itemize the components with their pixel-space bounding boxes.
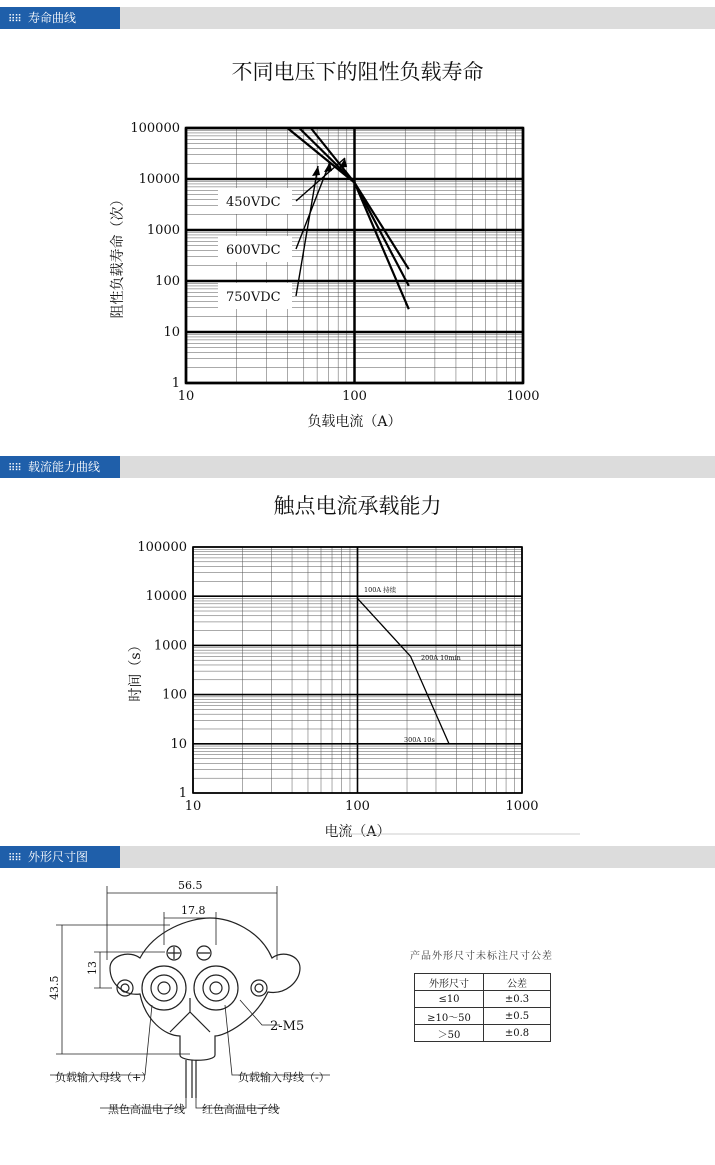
chart-title-life: 不同电压下的阻性负载寿命 [231, 60, 484, 84]
x-tick-label: 100 [342, 389, 367, 404]
tolerance-caption: 产品外形尺寸未标注尺寸公差 [410, 951, 553, 962]
label-red-wire: 红色高温电子线 [202, 1103, 279, 1116]
label-black-wire: 黑色高温电子线 [108, 1103, 185, 1116]
mount-hole-right [251, 980, 267, 996]
x-tick-label: 10 [184, 799, 202, 814]
terminal-minus [194, 966, 238, 1010]
x-tick-label: 10 [177, 389, 195, 404]
label-positive-busbar: 负载输入母线（+） [55, 1071, 153, 1084]
y-tick-label: 1 [171, 376, 180, 391]
tolerance-table [414, 973, 551, 1042]
series-annotation: 200A 10min [421, 654, 461, 662]
dim-mount: 2-M5 [270, 1019, 305, 1034]
grid-icon: ⠿⠿ [8, 14, 21, 25]
table-cell: ±0.5 [484, 1008, 551, 1025]
series-annotation: 600VDC [226, 243, 281, 258]
y-tick-label: 1 [178, 786, 187, 801]
table-header-row [415, 974, 551, 991]
table-row [415, 1025, 551, 1042]
table-cell: ±0.3 [484, 991, 551, 1008]
table-cell: ≤10 [415, 991, 484, 1008]
table-row [415, 991, 551, 1008]
y-tick-label: 10000 [138, 172, 180, 187]
y-tick-label: 100 [155, 274, 180, 289]
table-cell: ≥10～50 [415, 1008, 484, 1025]
y-tick-label: 10000 [145, 589, 187, 605]
y-tick-label: 100000 [130, 121, 180, 136]
x-tick-label: 100 [345, 799, 370, 814]
series-annotation: 450VDC [226, 195, 281, 210]
chart-title-carry: 触点电流承载能力 [273, 494, 442, 518]
x-axis-label: 电流（A） [324, 824, 391, 840]
table-header: 外形尺寸 [415, 974, 484, 991]
y-axis-label: 阻性负载寿命（次） [110, 192, 126, 319]
section-label: 寿命曲线 [28, 11, 77, 25]
y-tick-label: 100000 [137, 540, 187, 555]
section-label: 外形尺寸图 [28, 850, 89, 864]
relay-outline [110, 918, 300, 1060]
grid-icon: ⠿⠿ [8, 463, 21, 474]
dim-pitch: 17.8 [181, 904, 206, 917]
y-tick-label: 10 [170, 736, 187, 752]
x-tick-label: 1000 [505, 799, 539, 814]
y-axis-label: 时间（s） [128, 638, 144, 702]
section-label: 载流能力曲线 [28, 460, 101, 474]
table-row [415, 1008, 551, 1025]
y-tick-label: 100 [162, 687, 187, 703]
label-negative-busbar: 负载输入母线（-） [238, 1071, 330, 1084]
x-axis-label: 负载电流（A） [307, 414, 402, 430]
y-tick-label: 1000 [153, 638, 187, 654]
grid-icon: ⠿⠿ [8, 853, 21, 864]
y-tick-label: 10 [163, 325, 180, 340]
table-header: 公差 [484, 974, 551, 991]
series-annotation: 300A 10s [404, 736, 435, 744]
dim-offset: 13 [86, 961, 99, 975]
y-tick-label: 1000 [146, 223, 180, 238]
dim-width: 56.5 [178, 879, 203, 892]
dim-height: 43.5 [48, 975, 61, 1000]
series-annotation: 100A 持续 [364, 586, 397, 594]
table-cell: ±0.8 [484, 1025, 551, 1042]
x-tick-label: 1000 [506, 389, 540, 404]
terminal-plus [142, 966, 186, 1010]
series-annotation: 750VDC [226, 290, 281, 305]
table-cell: ＞50 [415, 1025, 484, 1042]
